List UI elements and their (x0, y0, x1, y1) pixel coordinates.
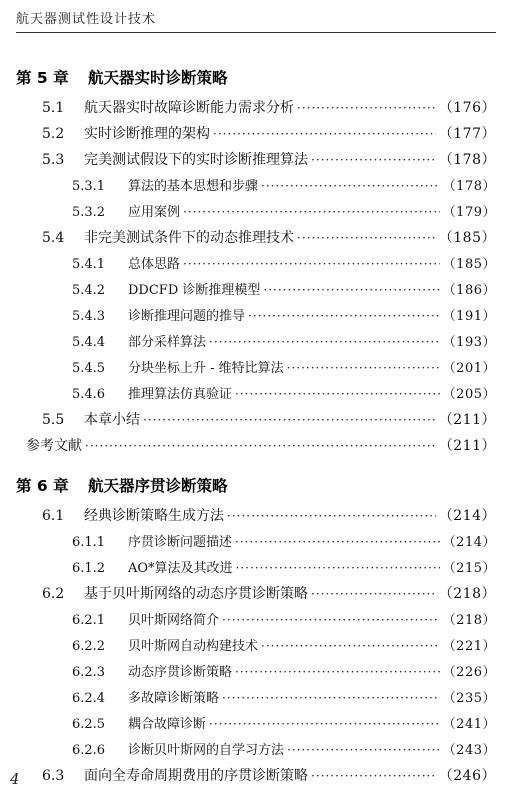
toc-entry-5-5[interactable] (42, 410, 496, 430)
section-number: 6.2.4 (72, 691, 106, 706)
toc-entry-5-2[interactable] (42, 124, 496, 144)
dot-leader (236, 558, 440, 578)
dot-leader (209, 332, 440, 352)
toc-entry-5-4-1[interactable] (72, 254, 496, 274)
chapter-heading-6 (16, 474, 496, 496)
section-number: 5.4.6 (72, 387, 106, 402)
toc-entry-6-2-5[interactable] (72, 714, 496, 734)
section-title: 部分采样算法 (128, 335, 207, 350)
section-number: 5.1 (42, 100, 65, 116)
page-ref: （185） (438, 230, 496, 246)
toc-entry-6-2-2[interactable] (72, 636, 496, 656)
section-title: 非完美测试条件下的动态推理技术 (84, 230, 294, 246)
section-number: 6.2 (42, 586, 65, 602)
section-number: 5.2 (42, 126, 65, 142)
page-ref: （215） (442, 561, 496, 576)
page-ref: （243） (442, 743, 496, 758)
page-ref: （235） (442, 691, 496, 706)
page-ref: （179） (442, 205, 496, 220)
section-number: 6.2.1 (72, 613, 106, 628)
section-number: 6.3 (42, 768, 65, 784)
section-title: DDCFD 诊断推理模型 (128, 283, 261, 298)
dot-leader (248, 306, 440, 326)
dot-leader (209, 714, 440, 734)
dot-leader (311, 766, 436, 786)
toc-entry-6-1-1[interactable] (72, 532, 496, 552)
section-title: 参考文献 (26, 438, 82, 454)
section-title: 诊断推理问题的推导 (128, 309, 246, 324)
section-number: 6.1.2 (72, 561, 106, 576)
section-title: 贝叶斯网自动构建技术 (128, 639, 259, 654)
page-ref: （221） (442, 639, 496, 654)
section-number: 5.3.1 (72, 179, 106, 194)
section-title: 算法的基本思想和步骤 (128, 179, 259, 194)
page-ref: （177） (438, 126, 496, 142)
section-title: 诊断贝叶斯网的自学习方法 (128, 743, 285, 758)
page-ref: （211） (438, 412, 496, 428)
page-ref: （214） (442, 535, 496, 550)
section-title: 推理算法仿真验证 (128, 387, 233, 402)
chapter-title: 航天器实时诊断策略 (88, 69, 228, 87)
running-title: 航天器测试性设计技术 (16, 12, 157, 27)
page-ref: （218） (442, 613, 496, 628)
toc-entry-6-1[interactable] (42, 506, 496, 526)
page-ref: （186） (442, 283, 496, 298)
section-title: 完美测试假设下的实时诊断推理算法 (84, 152, 308, 168)
page-ref: （218） (438, 586, 496, 602)
dot-leader (311, 584, 436, 604)
toc-entry-6-2-1[interactable] (72, 610, 496, 630)
dot-leader (213, 124, 436, 144)
page-ref: （185） (442, 257, 496, 272)
section-title: 实时诊断推理的架构 (84, 126, 210, 142)
toc-entry-6-3[interactable] (42, 766, 496, 786)
dot-leader (287, 740, 440, 760)
section-title: 分块坐标上升 - 维特比算法 (128, 361, 284, 376)
page-ref: （226） (442, 665, 496, 680)
page-ref: （241） (442, 717, 496, 732)
section-number: 6.2.6 (72, 743, 106, 758)
toc-entry-5-4-4[interactable] (72, 332, 496, 352)
section-title: 航天器实时故障诊断能力需求分析 (84, 100, 294, 116)
section-number: 5.4.3 (72, 309, 106, 324)
toc-entry-5-3[interactable] (42, 150, 496, 170)
page-ref: （201） (442, 361, 496, 376)
page-ref: （193） (442, 335, 496, 350)
dot-leader (261, 636, 440, 656)
chapter-number: 第 5 章 (16, 69, 69, 87)
page-ref: （191） (442, 309, 496, 324)
toc-entry-6-2-4[interactable] (72, 688, 496, 708)
dot-leader (261, 176, 440, 196)
section-title: 基于贝叶斯网络的动态序贯诊断策略 (84, 586, 308, 602)
toc-entry-6-2-3[interactable] (72, 662, 496, 682)
section-title: 动态序贯诊断策略 (128, 665, 233, 680)
chapter-title: 航天器序贯诊断策略 (88, 477, 228, 495)
section-number: 5.4 (42, 230, 65, 246)
chapter-heading-5 (16, 66, 496, 88)
toc-entry-references[interactable] (26, 436, 496, 456)
toc-entry-6-2-6[interactable] (72, 740, 496, 760)
toc-entry-6-2[interactable] (42, 584, 496, 604)
section-number: 6.2.3 (72, 665, 106, 680)
dot-leader (235, 532, 440, 552)
section-title: 总体思路 (128, 257, 181, 272)
page-ref: （205） (442, 387, 496, 402)
section-number: 5.4.2 (72, 283, 106, 298)
section-title: 经典诊断策略生成方法 (84, 508, 224, 524)
toc-entry-5-4-3[interactable] (72, 306, 496, 326)
dot-leader (222, 610, 440, 630)
dot-leader (143, 410, 436, 430)
section-number: 5.3 (42, 152, 65, 168)
section-title: 多故障诊断策略 (128, 691, 220, 706)
section-title: AO*算法及其改进 (128, 561, 233, 576)
toc-entry-5-4[interactable] (42, 228, 496, 248)
running-header (16, 8, 496, 33)
page-ref: （178） (442, 179, 496, 194)
section-title: 耦合故障诊断 (128, 717, 207, 732)
section-title: 序贯诊断问题描述 (128, 535, 233, 550)
section-title: 应用案例 (128, 205, 181, 220)
page-ref: （211） (438, 438, 496, 454)
page-ref: （178） (438, 152, 496, 168)
dot-leader (311, 150, 436, 170)
section-number: 6.2.2 (72, 639, 106, 654)
dot-leader (297, 98, 436, 118)
page-ref: （214） (438, 508, 496, 524)
dot-leader (235, 662, 440, 682)
section-number: 6.2.5 (72, 717, 106, 732)
page-ref: （176） (438, 100, 496, 116)
section-number: 5.4.1 (72, 257, 106, 272)
section-number: 5.3.2 (72, 205, 106, 220)
section-number: 5.5 (42, 412, 65, 428)
toc-entry-5-1[interactable] (42, 98, 496, 118)
toc-entry-5-4-5[interactable] (72, 358, 496, 378)
dot-leader (222, 688, 440, 708)
dot-leader (287, 358, 440, 378)
section-title: 本章小结 (84, 412, 140, 428)
dot-leader (235, 384, 440, 404)
dot-leader (183, 202, 440, 222)
dot-leader (297, 228, 436, 248)
toc-entry-5-4-2[interactable] (72, 280, 496, 300)
dot-leader (263, 280, 439, 300)
toc-entry-5-3-1[interactable] (72, 176, 496, 196)
section-number: 5.4.4 (72, 335, 106, 350)
dot-leader (183, 254, 440, 274)
section-number: 6.1.1 (72, 535, 106, 550)
toc-entry-5-3-2[interactable] (72, 202, 496, 222)
page-ref: （246） (438, 768, 496, 784)
dot-leader (85, 436, 436, 456)
dot-leader (227, 506, 436, 526)
section-number: 6.1 (42, 508, 65, 524)
section-number: 5.4.5 (72, 361, 106, 376)
chapter-number: 第 6 章 (16, 477, 69, 495)
section-title: 面向全寿命周期费用的序贯诊断策略 (84, 768, 308, 784)
toc-entry-5-4-6[interactable] (72, 384, 496, 404)
section-title: 贝叶斯网络简介 (128, 613, 220, 628)
toc-entry-6-1-2[interactable] (72, 558, 496, 578)
page-number: 4 (10, 770, 20, 788)
